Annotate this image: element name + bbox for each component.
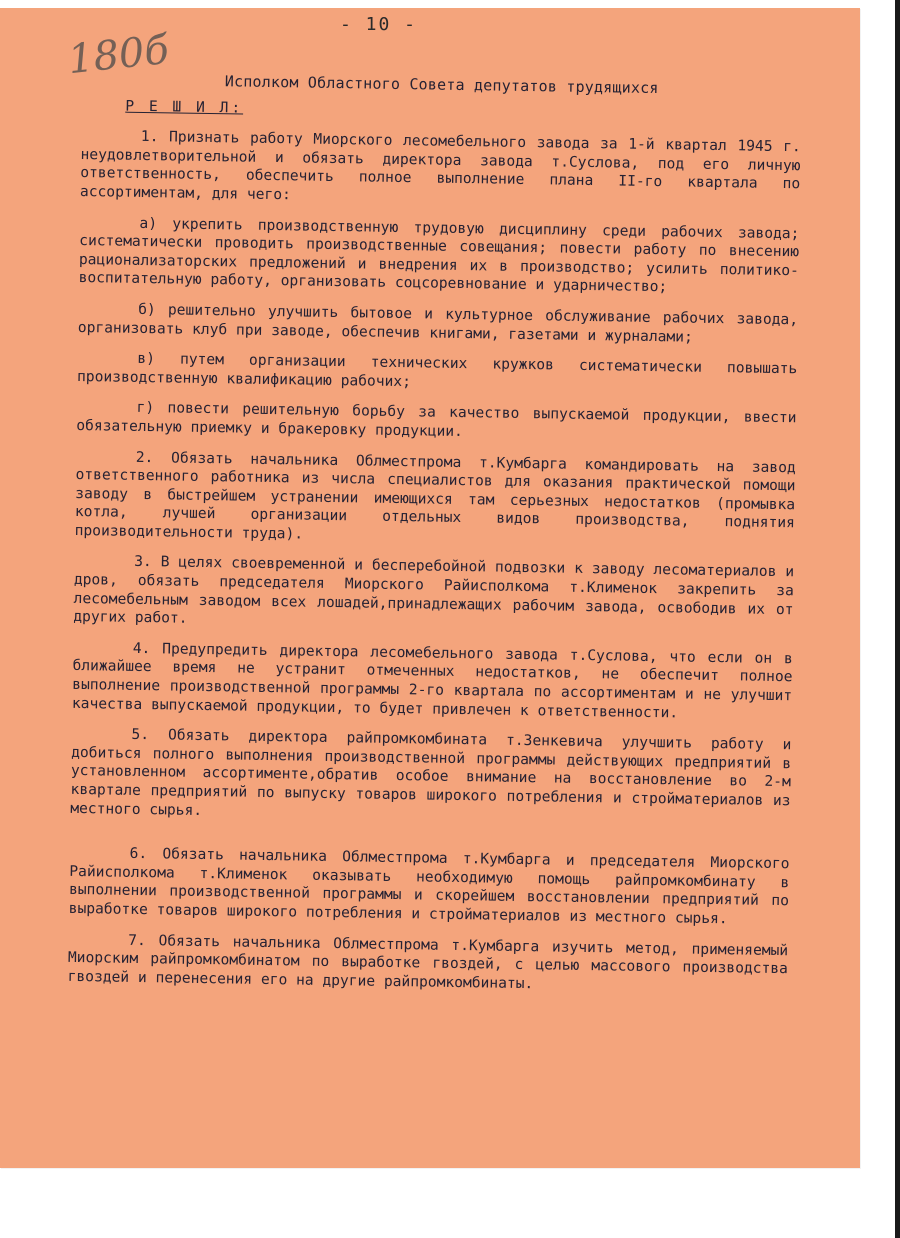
resolution-item-6: 6. Обязать начальника Облместпрома т.Кумбарга и председателя Миорского Райисполкома т.Клименок оказывать необходимую помощь райпромкомбинату в выполнении производственной программы и скорейшем восстановлении предприятий по выработке товаров широкого потребления и стройматериалов из местного сырья. bbox=[68, 845, 790, 928]
resolution-item-4: 4. Предупредить директора лесомебельного завода т.Суслова, что если он в ближайшее время не устранит отмеченных недостатков, не обеспечит полное выполнение производственной программы 2-го квартала по ассортиментам и не улучшит качества выпускаемой продукции, то будет привлечен к ответственности. bbox=[71, 639, 793, 722]
decided-label: Р Е Ш И Л: bbox=[125, 97, 244, 117]
resolution-subitem-c: в) путем организации технических кружков систематически повышать производственную квалификацию рабочих; bbox=[76, 350, 798, 390]
handwritten-note: 180б bbox=[65, 26, 171, 84]
scan-edge-bar bbox=[895, 0, 900, 1238]
document-body bbox=[67, 64, 802, 1010]
resolution-subitem-a: а) укрепить производственную трудовую дисциплину среди рабочих завода; систематически проводить производственные совещания; повести работу по внесению рационализаторских предложений и внедрения их в производство; усилить политико-воспитательную работу, организовать соцсоревнование и ударничество; bbox=[78, 214, 800, 296]
resolution-subitem-d: г) повести решительную борьбу за качество выпускаемой продукции, ввести обязательную приемку и бракеровку продукции. bbox=[76, 399, 797, 440]
resolution-item-1: 1. Признать работу Миорского лесомебельного завода за 1-й квартал 1945 г. неудовлетворительной и обязать директора завода т.Суслова, под его личную ответственность, обеспечить полное выполнение плана II-го квартала по ассортиментам, для чего: bbox=[79, 128, 801, 204]
resolution-item-3: 3. В целях своевременной и бесперебойной подвозки к заводу лесоматериалов и дров, обязать председателя Миорского Райисполкома т.Клименок закрепить за лесомебельным заводом всех лошадей,принадлежащих рабочим завода, освободив их от других работ. bbox=[73, 553, 795, 627]
document-heading: Исполком Областного Совета депутатов трудящихся bbox=[224, 72, 659, 98]
document-sheet bbox=[0, 8, 860, 1168]
resolution-item-2: 2. Обязать начальника Облместпрома т.Кумбарга командировать на завод ответственного работника из числа специалистов для оказания практической помощи заводу в быстрейшем устранении имеющихся там серьезных недостатков (промывка котла, лучшей организации отдельных видов производства, поднятия производительности труда). bbox=[74, 448, 796, 543]
resolution-item-5: 5. Обязать директора райпромкомбината т.Зенкевича улучшить работу и добиться полного выполнения производственной программы действующих предприятий в установленном ассортименте,обратив особое внимание на восстановление во 2-м квартале предприятий по выпуску товаров широкого потребления и стройматериалов из местного сырья. bbox=[70, 726, 792, 819]
page-number: - 10 - bbox=[340, 14, 418, 35]
resolution-subitem-b: б) решительно улучшить бытовое и культурное обслуживание рабочих завода, организовать клуб при заводе, обеспечив книгами, газетами и журналами; bbox=[77, 300, 799, 346]
resolution-item-7: 7. Обязать начальника Облместпрома т.Кумбарга изучить метод, применяемый Миорским райпромкомбинатом по выработке гвоздей, с целью массового производства гвоздей и перенесения его на другие райпромкомбинаты. bbox=[67, 931, 789, 992]
